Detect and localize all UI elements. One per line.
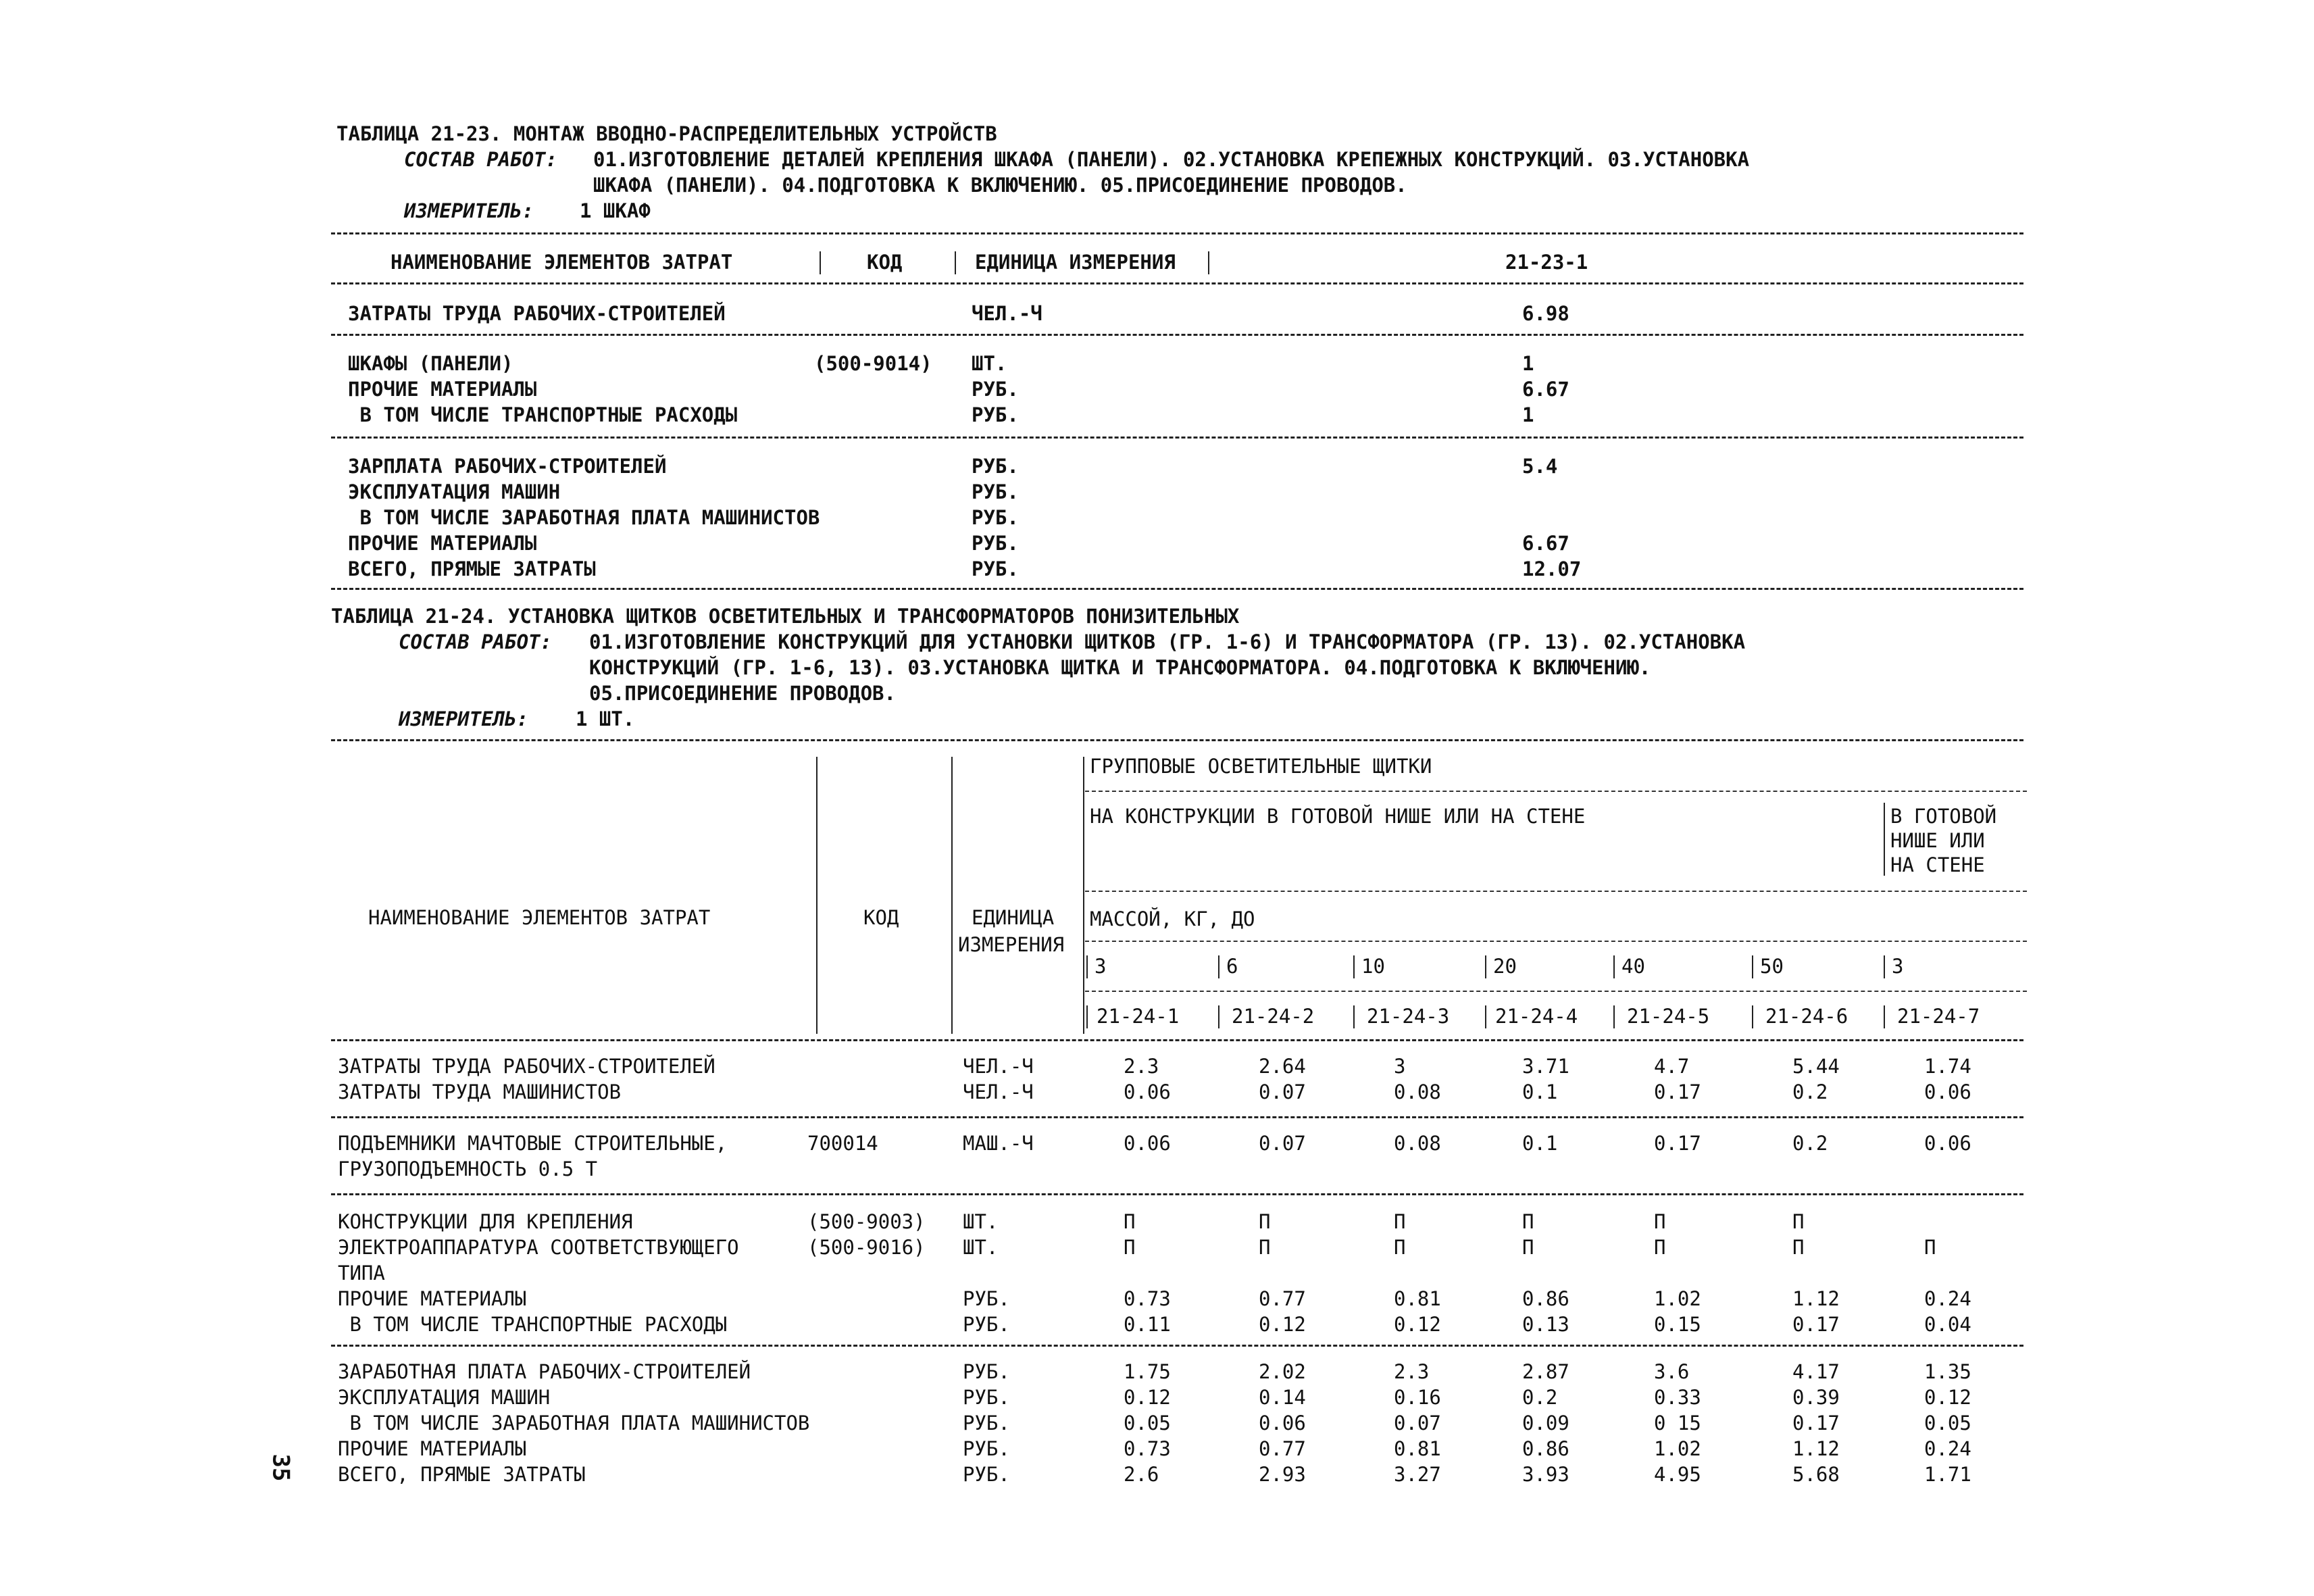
t2-row-value: П xyxy=(1124,1210,1136,1233)
t2-rule-top xyxy=(331,739,2023,741)
t2-row-value: 0.2 xyxy=(1792,1132,1828,1155)
t2-row-unit: РУБ. xyxy=(963,1313,1010,1336)
t2-header-sub-right-3: НА СТЕНЕ xyxy=(1890,853,1985,876)
t2-code-sep xyxy=(1218,1005,1219,1028)
t2-row-code: (500-9016) xyxy=(807,1236,926,1259)
t2-header-sep-code xyxy=(816,757,818,1034)
t2-header-sep-unit xyxy=(951,757,953,1034)
t2-header-sep-values xyxy=(1083,757,1084,1034)
t2-row-value: 0.1 xyxy=(1522,1132,1558,1155)
t2-col-code: 21-24-3 xyxy=(1367,1005,1450,1028)
t2-row-unit: ШТ. xyxy=(963,1210,999,1233)
t2-row-value: 0.2 xyxy=(1522,1386,1558,1409)
t2-row-value: 1.35 xyxy=(1924,1360,1971,1383)
t1-rule xyxy=(331,334,2023,336)
t1-row-unit: РУБ. xyxy=(972,557,1019,580)
t2-row-value: 3.27 xyxy=(1394,1463,1441,1486)
t2-rule xyxy=(331,1193,2023,1195)
t2-row-value: П xyxy=(1792,1236,1805,1259)
t2-header-rule xyxy=(1085,891,2027,892)
t1-work-label: СОСТАВ РАБОТ: xyxy=(404,148,557,171)
t2-row-value: 1.75 xyxy=(1124,1360,1171,1383)
t2-row-value: 0.33 xyxy=(1654,1386,1701,1409)
t2-row-value: П xyxy=(1654,1236,1666,1259)
t2-row-value: 0 15 xyxy=(1654,1412,1701,1435)
t2-code-sep xyxy=(1884,1005,1885,1028)
t1-row-name: ПРОЧИЕ МАТЕРИАЛЫ xyxy=(348,378,537,401)
t2-row-value: П xyxy=(1654,1210,1666,1233)
t2-row-value: 0.86 xyxy=(1522,1437,1569,1460)
t1-row-unit: РУБ. xyxy=(972,480,1019,503)
t2-code-sep xyxy=(1353,1005,1355,1028)
t1-row-unit: РУБ. xyxy=(972,455,1019,478)
t1-header-code: КОД xyxy=(867,251,903,274)
t2-meter-label: ИЗМЕРИТЕЛЬ: xyxy=(399,707,529,730)
t2-row-value: 0.05 xyxy=(1124,1412,1171,1435)
t1-row-value: 1 xyxy=(1522,403,1534,426)
t2-header-unit-1: ЕДИНИЦА xyxy=(972,906,1055,929)
page-number: 35 xyxy=(267,1453,295,1482)
t2-row-name: ЭКСПЛУАТАЦИЯ МАШИН xyxy=(338,1386,551,1409)
t1-work-line1: 01.ИЗГОТОВЛЕНИЕ ДЕТАЛЕЙ КРЕПЛЕНИЯ ШКАФА (ПАНЕЛИ). 02.УСТАНОВКА КРЕПЕЖНЫХ КОНСТРУКЦИЙ. 03.УСТАНОВКА xyxy=(593,148,1750,171)
t1-header-sep xyxy=(1208,251,1209,274)
t2-row-value: 0.81 xyxy=(1394,1287,1441,1310)
t1-rule-bottom xyxy=(331,588,2023,590)
t2-row-value: 0.14 xyxy=(1259,1386,1306,1409)
t2-mass-sep xyxy=(1613,955,1615,978)
t2-row-value: 0.16 xyxy=(1394,1386,1441,1409)
t2-row-unit: РУБ. xyxy=(963,1360,1010,1383)
t1-row-unit: РУБ. xyxy=(972,403,1019,426)
t2-row-code: 700014 xyxy=(807,1132,878,1155)
t2-col-code: 21-24-2 xyxy=(1232,1005,1315,1028)
t2-row-value: 0.06 xyxy=(1924,1132,1971,1155)
t2-row-value: П xyxy=(1394,1210,1406,1233)
t2-row-value: 1.12 xyxy=(1792,1287,1840,1310)
t2-col-code: 21-24-6 xyxy=(1765,1005,1848,1028)
t2-row-value: 2.3 xyxy=(1124,1055,1159,1078)
t2-row-value: 0.15 xyxy=(1654,1313,1701,1336)
t2-row-value: 0.77 xyxy=(1259,1437,1306,1460)
t2-row-unit: РУБ. xyxy=(963,1386,1010,1409)
t2-row-name: ПРОЧИЕ МАТЕРИАЛЫ xyxy=(338,1287,527,1310)
t2-row-value: 0.06 xyxy=(1259,1412,1306,1435)
t2-row-value: 0.11 xyxy=(1124,1313,1171,1336)
t2-work-line1: 01.ИЗГОТОВЛЕНИЕ КОНСТРУКЦИЙ ДЛЯ УСТАНОВКИ ЩИТКОВ (ГР. 1-6) И ТРАНСФОРМАТОРА (ГР. 13). 02.УСТАНОВКА xyxy=(589,630,1746,653)
t2-col-code: 21-24-7 xyxy=(1897,1005,1980,1028)
t2-header-mass: МАССОЙ, КГ, ДО xyxy=(1090,907,1255,930)
t1-meter-value: 1 ШКАФ xyxy=(580,199,651,222)
t2-row-value: 4.95 xyxy=(1654,1463,1701,1486)
t2-row-value: 4.17 xyxy=(1792,1360,1840,1383)
t2-row-value: 3.93 xyxy=(1522,1463,1569,1486)
t2-row-value: 0.17 xyxy=(1792,1412,1840,1435)
t2-row-value: 0.07 xyxy=(1394,1412,1441,1435)
t2-row-unit: ШТ. xyxy=(963,1236,999,1259)
t2-row-value: 0.06 xyxy=(1124,1132,1171,1155)
t2-row-value: 0.17 xyxy=(1792,1313,1840,1336)
t2-code-sep xyxy=(1613,1005,1615,1028)
t1-row-unit: РУБ. xyxy=(972,532,1019,555)
t2-row-value: 1.12 xyxy=(1792,1437,1840,1460)
t2-mass-value: 50 xyxy=(1760,955,1784,978)
t2-rule xyxy=(331,1116,2023,1118)
t2-row-value: 0.12 xyxy=(1394,1313,1441,1336)
t2-row-value: П xyxy=(1259,1210,1271,1233)
t2-header-code: КОД xyxy=(863,906,899,929)
t2-row-value: 0.39 xyxy=(1792,1386,1840,1409)
t2-header-unit-2: ИЗМЕРЕНИЯ xyxy=(958,933,1065,956)
t2-row-value: 4.7 xyxy=(1654,1055,1690,1078)
t2-row-value: 0.08 xyxy=(1394,1132,1441,1155)
t2-code-sep xyxy=(1086,1005,1088,1028)
t2-row-name: ЗАРАБОТНАЯ ПЛАТА РАБОЧИХ-СТРОИТЕЛЕЙ xyxy=(338,1360,751,1383)
t1-row-unit: РУБ. xyxy=(972,506,1019,529)
t2-work-label: СОСТАВ РАБОТ: xyxy=(399,630,552,653)
t2-row-value: 0.24 xyxy=(1924,1287,1971,1310)
t1-row-name: ЗАРПЛАТА РАБОЧИХ-СТРОИТЕЛЕЙ xyxy=(348,455,667,478)
t1-row-name: ЭКСПЛУАТАЦИЯ МАШИН xyxy=(348,480,561,503)
t2-row-unit: РУБ. xyxy=(963,1287,1010,1310)
t2-mass-value: 20 xyxy=(1493,955,1517,978)
t2-row-value: 0.73 xyxy=(1124,1437,1171,1460)
t2-header-rule xyxy=(1085,991,2027,992)
t2-row-value: 2.6 xyxy=(1124,1463,1159,1486)
t2-row-value: 1.74 xyxy=(1924,1055,1971,1078)
t2-mass-sep xyxy=(1884,955,1885,978)
t2-header-name: НАИМЕНОВАНИЕ ЭЛЕМЕНТОВ ЗАТРАТ xyxy=(368,906,711,929)
t1-work-line2: ШКАФА (ПАНЕЛИ). 04.ПОДГОТОВКА К ВКЛЮЧЕНИЮ. 05.ПРИСОЕДИНЕНИЕ ПРОВОДОВ. xyxy=(593,174,1407,197)
t2-row-value: 5.44 xyxy=(1792,1055,1840,1078)
t2-col-code: 21-24-5 xyxy=(1627,1005,1710,1028)
t2-row-value: 0.12 xyxy=(1924,1386,1971,1409)
t2-mass-value: 6 xyxy=(1226,955,1238,978)
t2-row-name: ЭЛЕКТРОАППАРАТУРА СООТВЕТСТВУЮЩЕГО xyxy=(338,1236,739,1259)
t2-row-value: 2.87 xyxy=(1522,1360,1569,1383)
t1-header-col: 21-23-1 xyxy=(1505,251,1588,274)
t2-row-name: КОНСТРУКЦИИ ДЛЯ КРЕПЛЕНИЯ xyxy=(338,1210,633,1233)
t2-row-value: П xyxy=(1394,1236,1406,1259)
t2-row-name: В ТОМ ЧИСЛЕ ЗАРАБОТНАЯ ПЛАТА МАШИНИСТОВ xyxy=(338,1412,810,1435)
t2-row-value: П xyxy=(1792,1210,1805,1233)
t2-header-sub-right-2: НИШЕ ИЛИ xyxy=(1890,829,1985,852)
t2-row-value: 0.13 xyxy=(1522,1313,1569,1336)
t1-header-unit: ЕДИНИЦА ИЗМЕРЕНИЯ xyxy=(975,251,1176,274)
t2-row-name: В ТОМ ЧИСЛЕ ТРАНСПОРТНЫЕ РАСХОДЫ xyxy=(338,1313,728,1336)
t2-mass-value: 10 xyxy=(1361,955,1385,978)
t1-row-name: В ТОМ ЧИСЛЕ ТРАНСПОРТНЫЕ РАСХОДЫ xyxy=(348,403,738,426)
t2-row-value: 0.09 xyxy=(1522,1412,1569,1435)
t2-header-rule xyxy=(1085,791,2027,792)
t2-row-unit: РУБ. xyxy=(963,1437,1010,1460)
t2-row-value: 0.24 xyxy=(1924,1437,1971,1460)
t2-row-value: 0.81 xyxy=(1394,1437,1441,1460)
t2-row-unit: ЧЕЛ.-Ч xyxy=(963,1080,1034,1103)
t2-work-line2: КОНСТРУКЦИЙ (ГР. 1-6, 13). 03.УСТАНОВКА ЩИТКА И ТРАНСФОРМАТОРА. 04.ПОДГОТОВКА К ВКЛЮЧЕНИЮ. xyxy=(589,656,1651,679)
t2-rule xyxy=(331,1039,2023,1041)
t1-row-unit: ШТ. xyxy=(972,352,1007,375)
t2-header-sub-right-1: В ГОТОВОЙ xyxy=(1890,805,1997,828)
t2-row-value: 0.2 xyxy=(1792,1080,1828,1103)
t2-header-rule xyxy=(1085,941,2027,942)
t1-row-value: 6.67 xyxy=(1522,378,1569,401)
t2-col-code: 21-24-1 xyxy=(1097,1005,1180,1028)
t2-row-name: ТИПА xyxy=(338,1262,385,1285)
t1-rule xyxy=(331,282,2023,284)
t2-row-value: 3.71 xyxy=(1522,1055,1569,1078)
t1-row-name: ВСЕГО, ПРЯМЫЕ ЗАТРАТЫ xyxy=(348,557,596,580)
t1-row-value: 1 xyxy=(1522,352,1534,375)
t1-row-value: 6.98 xyxy=(1522,302,1569,325)
t2-row-value: 0.86 xyxy=(1522,1287,1569,1310)
t1-rule-top xyxy=(331,232,2023,234)
t2-row-unit: ЧЕЛ.-Ч xyxy=(963,1055,1034,1078)
t2-row-value: 0.06 xyxy=(1124,1080,1171,1103)
t2-row-value: 0.1 xyxy=(1522,1080,1558,1103)
t1-meter-label: ИЗМЕРИТЕЛЬ: xyxy=(404,199,534,222)
t2-meter-value: 1 ШТ. xyxy=(576,707,635,730)
t2-mass-value: 3 xyxy=(1892,955,1904,978)
t2-mass-value: 40 xyxy=(1621,955,1645,978)
t1-header-sep xyxy=(955,251,956,274)
t1-row-name: ШКАФЫ (ПАНЕЛИ) xyxy=(348,352,513,375)
t2-row-name: ВСЕГО, ПРЯМЫЕ ЗАТРАТЫ xyxy=(338,1463,586,1486)
t2-header-sub-left: НА КОНСТРУКЦИИ В ГОТОВОЙ НИШЕ ИЛИ НА СТЕНЕ xyxy=(1090,805,1586,828)
t2-header-group: ГРУППОВЫЕ ОСВЕТИТЕЛЬНЫЕ ЩИТКИ xyxy=(1090,755,1432,778)
t2-row-value: 0.04 xyxy=(1924,1313,1971,1336)
t1-row-code: (500-9014) xyxy=(814,352,932,375)
t2-row-value: 0.06 xyxy=(1924,1080,1971,1103)
t2-work-line3: 05.ПРИСОЕДИНЕНИЕ ПРОВОДОВ. xyxy=(589,682,896,705)
t2-row-value: 3 xyxy=(1394,1055,1406,1078)
t1-row-unit: РУБ. xyxy=(972,378,1019,401)
t1-row-value: 5.4 xyxy=(1522,455,1558,478)
t2-row-unit: МАШ.-Ч xyxy=(963,1132,1034,1155)
t2-mass-sep xyxy=(1086,955,1088,978)
t2-row-name: ПРОЧИЕ МАТЕРИАЛЫ xyxy=(338,1437,527,1460)
t1-rule xyxy=(331,437,2023,439)
t2-row-value: П xyxy=(1924,1236,1936,1259)
t2-mass-value: 3 xyxy=(1095,955,1107,978)
t2-row-value: 0.05 xyxy=(1924,1412,1971,1435)
t2-row-value: 0.07 xyxy=(1259,1132,1306,1155)
t2-row-value: 0.12 xyxy=(1259,1313,1306,1336)
t1-row-unit: ЧЕЛ.-Ч xyxy=(972,302,1042,325)
table-21-24-title: ТАБЛИЦА 21-24. УСТАНОВКА ЩИТКОВ ОСВЕТИТЕЛЬНЫХ И ТРАНСФОРМАТОРОВ ПОНИЗИТЕЛЬНЫХ xyxy=(331,605,1240,628)
t2-code-sep xyxy=(1752,1005,1753,1028)
t2-row-value: 1.02 xyxy=(1654,1437,1701,1460)
t2-row-name: ПОДЪЕМНИКИ МАЧТОВЫЕ СТРОИТЕЛЬНЫЕ, xyxy=(338,1132,728,1155)
t2-row-value: 0.17 xyxy=(1654,1132,1701,1155)
t2-row-value: П xyxy=(1522,1210,1534,1233)
t2-row-value: 2.02 xyxy=(1259,1360,1306,1383)
t2-mass-sep xyxy=(1485,955,1486,978)
t2-row-code: (500-9003) xyxy=(807,1210,926,1233)
t1-row-value: 12.07 xyxy=(1522,557,1582,580)
table-21-23-title: ТАБЛИЦА 21-23. МОНТАЖ ВВОДНО-РАСПРЕДЕЛИТЕЛЬНЫХ УСТРОЙСТВ xyxy=(336,122,997,145)
t2-row-value: 0.07 xyxy=(1259,1080,1306,1103)
t1-row-name: В ТОМ ЧИСЛЕ ЗАРАБОТНАЯ ПЛАТА МАШИНИСТОВ xyxy=(348,506,820,529)
t1-header-sep xyxy=(820,251,821,274)
t2-row-value: 0.08 xyxy=(1394,1080,1441,1103)
t1-row-name: ПРОЧИЕ МАТЕРИАЛЫ xyxy=(348,532,537,555)
t2-rule xyxy=(331,1345,2023,1347)
t2-row-value: П xyxy=(1259,1236,1271,1259)
t2-row-value: 0.12 xyxy=(1124,1386,1171,1409)
t2-mass-sep xyxy=(1218,955,1219,978)
t2-code-sep xyxy=(1485,1005,1486,1028)
t2-row-name: ЗАТРАТЫ ТРУДА РАБОЧИХ-СТРОИТЕЛЕЙ xyxy=(338,1055,715,1078)
t2-row-value: 3.6 xyxy=(1654,1360,1690,1383)
t2-row-value: 1.71 xyxy=(1924,1463,1971,1486)
t2-row-value: 0.17 xyxy=(1654,1080,1701,1103)
t2-mass-sep xyxy=(1353,955,1355,978)
t1-header-name: НАИМЕНОВАНИЕ ЭЛЕМЕНТОВ ЗАТРАТ xyxy=(391,251,733,274)
t1-row-value: 6.67 xyxy=(1522,532,1569,555)
t2-header-sep-niche xyxy=(1884,803,1885,876)
t1-row-name: ЗАТРАТЫ ТРУДА РАБОЧИХ-СТРОИТЕЛЕЙ xyxy=(348,302,726,325)
t2-row-unit: РУБ. xyxy=(963,1412,1010,1435)
t2-row-value: 0.73 xyxy=(1124,1287,1171,1310)
t2-row-value: 5.68 xyxy=(1792,1463,1840,1486)
t2-row-value: 1.02 xyxy=(1654,1287,1701,1310)
t2-row-value: П xyxy=(1124,1236,1136,1259)
t2-row-unit: РУБ. xyxy=(963,1463,1010,1486)
t2-row-value: 2.93 xyxy=(1259,1463,1306,1486)
t2-row-name: ЗАТРАТЫ ТРУДА МАШИНИСТОВ xyxy=(338,1080,622,1103)
t2-row-name: ГРУЗОПОДЪЕМНОСТЬ 0.5 Т xyxy=(338,1157,598,1180)
t2-col-code: 21-24-4 xyxy=(1495,1005,1578,1028)
t2-row-value: 2.64 xyxy=(1259,1055,1306,1078)
t2-row-value: П xyxy=(1522,1236,1534,1259)
t2-row-value: 2.3 xyxy=(1394,1360,1430,1383)
t2-row-value: 0.77 xyxy=(1259,1287,1306,1310)
t2-mass-sep xyxy=(1752,955,1753,978)
